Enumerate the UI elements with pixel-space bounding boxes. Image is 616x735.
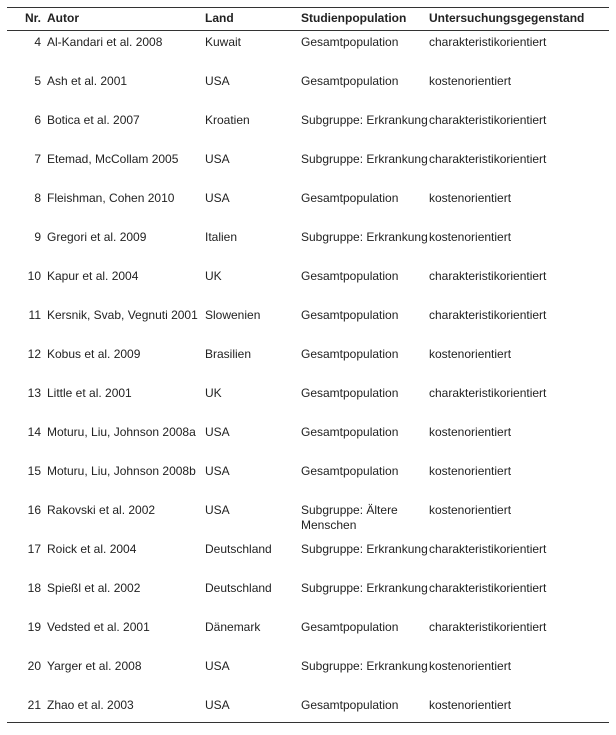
cell-nr: 10 bbox=[27, 269, 41, 283]
table-row bbox=[7, 150, 609, 189]
cell-nr: 20 bbox=[27, 659, 41, 673]
cell-untersuchungsgegenstand: kostenorientiert bbox=[429, 347, 512, 361]
cell-autor: Moturu, Liu, Johnson 2008b bbox=[47, 464, 196, 478]
cell-autor: Rakovski et al. 2002 bbox=[47, 503, 156, 517]
cell-nr: 13 bbox=[27, 386, 41, 400]
header-nr: Nr. bbox=[24, 11, 41, 25]
cell-studienpopulation: Gesamtpopulation bbox=[301, 35, 399, 49]
cell-studienpopulation: Gesamtpopulation bbox=[301, 425, 399, 439]
cell-untersuchungsgegenstand: charakteristikorientiert bbox=[429, 113, 547, 127]
table-row bbox=[7, 423, 609, 462]
cell-nr: 6 bbox=[34, 113, 41, 127]
table-row bbox=[7, 189, 609, 228]
table-row bbox=[7, 696, 609, 735]
cell-untersuchungsgegenstand: charakteristikorientiert bbox=[429, 35, 547, 49]
cell-land: USA bbox=[205, 464, 230, 478]
cell-untersuchungsgegenstand: charakteristikorientiert bbox=[429, 620, 547, 634]
cell-land: Deutschland bbox=[205, 581, 272, 595]
cell-studienpopulation: Subgruppe: Erkrankung bbox=[301, 659, 428, 673]
cell-nr: 7 bbox=[34, 152, 41, 166]
cell-studienpopulation: Gesamtpopulation bbox=[301, 269, 399, 283]
cell-autor: Botica et al. 2007 bbox=[47, 113, 140, 127]
cell-nr: 21 bbox=[27, 698, 41, 712]
cell-land: USA bbox=[205, 698, 230, 712]
cell-land: Italien bbox=[205, 230, 238, 244]
cell-nr: 9 bbox=[34, 230, 41, 244]
cell-land: Deutschland bbox=[205, 542, 272, 556]
cell-autor: Zhao et al. 2003 bbox=[47, 698, 134, 712]
cell-nr: 15 bbox=[27, 464, 41, 478]
header-studienpopulation: Studienpopulation bbox=[301, 11, 407, 25]
table-row bbox=[7, 501, 609, 540]
cell-untersuchungsgegenstand: kostenorientiert bbox=[429, 230, 512, 244]
cell-autor: Little et al. 2001 bbox=[47, 386, 132, 400]
cell-nr: 14 bbox=[27, 425, 41, 439]
cell-nr: 16 bbox=[27, 503, 41, 517]
cell-untersuchungsgegenstand: kostenorientiert bbox=[429, 74, 512, 88]
table-row bbox=[7, 306, 609, 345]
cell-studienpopulation: Subgruppe: Erkrankung bbox=[301, 230, 428, 244]
cell-autor: Fleishman, Cohen 2010 bbox=[47, 191, 175, 205]
table-row bbox=[7, 462, 609, 501]
cell-land: Kroatien bbox=[205, 113, 250, 127]
table-row bbox=[7, 384, 609, 423]
cell-land: USA bbox=[205, 425, 230, 439]
cell-nr: 12 bbox=[27, 347, 41, 361]
cell-untersuchungsgegenstand: kostenorientiert bbox=[429, 503, 512, 517]
cell-autor: Roick et al. 2004 bbox=[47, 542, 137, 556]
table-row bbox=[7, 345, 609, 384]
table-row bbox=[7, 579, 609, 618]
cell-land: USA bbox=[205, 152, 230, 166]
header-land: Land bbox=[205, 11, 234, 25]
cell-studienpopulation: Subgruppe: Erkrankung bbox=[301, 542, 428, 556]
cell-studienpopulation: Subgruppe: Erkrankung bbox=[301, 152, 428, 166]
cell-untersuchungsgegenstand: charakteristikorientiert bbox=[429, 152, 547, 166]
cell-land: UK bbox=[205, 269, 222, 283]
study-table bbox=[7, 8, 609, 735]
cell-autor: Kapur et al. 2004 bbox=[47, 269, 139, 283]
table-row bbox=[7, 72, 609, 111]
table-body bbox=[7, 33, 609, 735]
cell-studienpopulation: Subgruppe: Erkrankung bbox=[301, 581, 428, 595]
header-untersuchungsgegenstand: Untersuchungsgegenstand bbox=[429, 11, 585, 25]
cell-nr: 8 bbox=[34, 191, 41, 205]
cell-nr: 5 bbox=[34, 74, 41, 88]
cell-nr: 19 bbox=[27, 620, 41, 634]
cell-land: USA bbox=[205, 659, 230, 673]
cell-land: Brasilien bbox=[205, 347, 252, 361]
table-row bbox=[7, 33, 609, 72]
cell-untersuchungsgegenstand: kostenorientiert bbox=[429, 659, 512, 673]
cell-autor: Yarger et al. 2008 bbox=[47, 659, 142, 673]
cell-studienpopulation: Gesamtpopulation bbox=[301, 464, 399, 478]
cell-studienpopulation: Subgruppe: Ältere Menschen bbox=[301, 503, 398, 532]
cell-land: UK bbox=[205, 386, 222, 400]
cell-land: Slowenien bbox=[205, 308, 261, 322]
cell-studienpopulation: Gesamtpopulation bbox=[301, 191, 399, 205]
cell-autor: Al-Kandari et al. 2008 bbox=[47, 35, 163, 49]
table-row bbox=[7, 267, 609, 306]
cell-studienpopulation: Subgruppe: Erkrankung bbox=[301, 113, 428, 127]
cell-studienpopulation: Gesamtpopulation bbox=[301, 74, 399, 88]
cell-land: Dänemark bbox=[205, 620, 261, 634]
cell-untersuchungsgegenstand: charakteristikorientiert bbox=[429, 542, 547, 556]
cell-untersuchungsgegenstand: kostenorientiert bbox=[429, 698, 512, 712]
cell-autor: Ash et al. 2001 bbox=[47, 74, 128, 88]
cell-studienpopulation: Gesamtpopulation bbox=[301, 698, 399, 712]
cell-studienpopulation: Gesamtpopulation bbox=[301, 386, 399, 400]
cell-autor: Spießl et al. 2002 bbox=[47, 581, 141, 595]
header-row bbox=[7, 8, 609, 33]
cell-untersuchungsgegenstand: charakteristikorientiert bbox=[429, 386, 547, 400]
cell-untersuchungsgegenstand: kostenorientiert bbox=[429, 464, 512, 478]
table-row bbox=[7, 657, 609, 696]
cell-untersuchungsgegenstand: charakteristikorientiert bbox=[429, 581, 547, 595]
table-row bbox=[7, 111, 609, 150]
cell-autor: Kobus et al. 2009 bbox=[47, 347, 141, 361]
cell-untersuchungsgegenstand: kostenorientiert bbox=[429, 191, 512, 205]
cell-land: USA bbox=[205, 191, 230, 205]
table-row bbox=[7, 540, 609, 579]
cell-autor: Moturu, Liu, Johnson 2008a bbox=[47, 425, 196, 439]
cell-autor: Kersnik, Svab, Vegnuti 2001 bbox=[47, 308, 198, 322]
cell-autor: Etemad, McCollam 2005 bbox=[47, 152, 179, 166]
cell-nr: 17 bbox=[27, 542, 41, 556]
cell-land: USA bbox=[205, 503, 230, 517]
cell-untersuchungsgegenstand: charakteristikorientiert bbox=[429, 269, 547, 283]
cell-land: USA bbox=[205, 74, 230, 88]
cell-studienpopulation: Gesamtpopulation bbox=[301, 620, 399, 634]
header-autor: Autor bbox=[47, 11, 79, 25]
cell-land: Kuwait bbox=[205, 35, 242, 49]
cell-autor: Vedsted et al. 2001 bbox=[47, 620, 150, 634]
cell-nr: 18 bbox=[27, 581, 41, 595]
cell-autor: Gregori et al. 2009 bbox=[47, 230, 147, 244]
cell-untersuchungsgegenstand: charakteristikorientiert bbox=[429, 308, 547, 322]
cell-studienpopulation: Gesamtpopulation bbox=[301, 308, 399, 322]
cell-nr: 11 bbox=[28, 308, 41, 322]
cell-nr: 4 bbox=[34, 35, 41, 49]
cell-untersuchungsgegenstand: kostenorientiert bbox=[429, 425, 512, 439]
table-row bbox=[7, 618, 609, 657]
cell-studienpopulation: Gesamtpopulation bbox=[301, 347, 399, 361]
table-row bbox=[7, 228, 609, 267]
